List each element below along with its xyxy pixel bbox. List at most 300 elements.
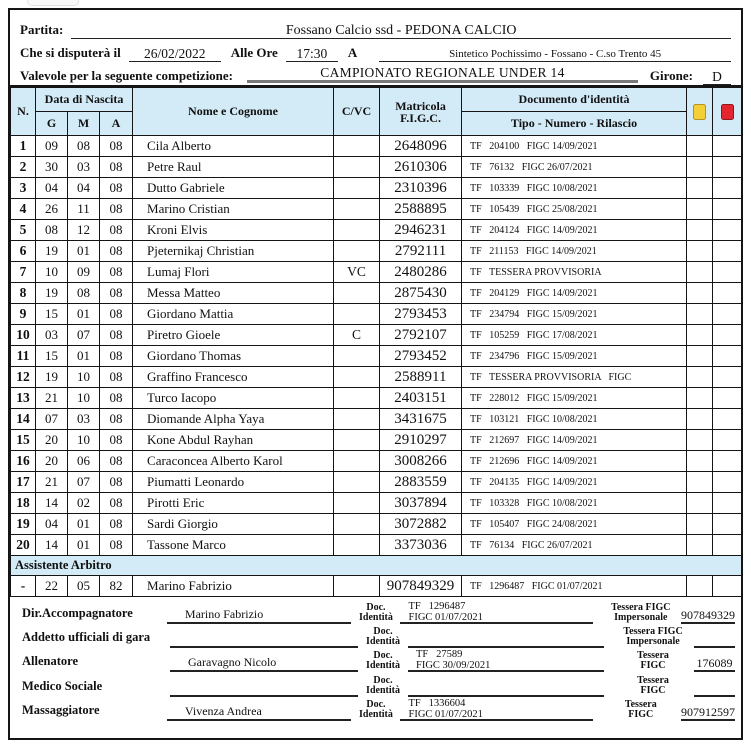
- match-header: [10, 10, 741, 87]
- player-row-document: TF 211153 FIGC 14/09/2021: [462, 241, 687, 262]
- player-row-number: 19: [11, 514, 36, 535]
- player-row-birth-day: 30: [36, 157, 68, 178]
- player-row-name: Pjeternikaj Christian: [133, 241, 334, 262]
- staff-tessera-field: [694, 632, 735, 648]
- player-row-name: Sardi Giorgio: [133, 514, 334, 535]
- yellow-card-cell: [687, 388, 713, 409]
- browser-tab-remnant: [27, 0, 79, 6]
- player-row-number: 9: [11, 304, 36, 325]
- staff-name-field: [170, 631, 358, 648]
- red-card-cell: [713, 430, 742, 451]
- player-row-birth-month: 01: [68, 241, 100, 262]
- staff-document-field: [400, 601, 592, 624]
- player-row: [11, 199, 742, 220]
- red-card-cell: [713, 283, 742, 304]
- red-card-cell: [713, 220, 742, 241]
- yellow-card-cell: [687, 136, 713, 157]
- player-row-birth-year: 08: [100, 451, 133, 472]
- match-title-line: [20, 16, 731, 39]
- col-header-month: M: [68, 112, 100, 136]
- player-row-birth-year: 08: [100, 241, 133, 262]
- player-row-document: TF TESSERA PROVVISORIA FIGC: [462, 367, 687, 388]
- col-header-year: A: [100, 112, 133, 136]
- match-report-frame: [8, 8, 743, 740]
- staff-document-field: [400, 698, 592, 721]
- col-header-day: G: [36, 112, 68, 136]
- player-row-name: Kone Abdul Rayhan: [133, 430, 334, 451]
- player-row: [11, 367, 742, 388]
- player-row-captain-flag: [334, 409, 380, 430]
- player-row-birth-year: 08: [100, 220, 133, 241]
- yellow-card-cell: [687, 367, 713, 388]
- player-row-document: TF 204135 FIGC 14/09/2021: [462, 472, 687, 493]
- yellow-card-cell: [687, 220, 713, 241]
- col-header-doc-sub: Tipo - Numero - Rilascio: [462, 112, 687, 136]
- player-row-birth-month: 01: [68, 346, 100, 367]
- assistant-row-captain-flag: [334, 576, 380, 597]
- player-row-name: Giordano Mattia: [133, 304, 334, 325]
- player-row-number: 10: [11, 325, 36, 346]
- yellow-card-cell: [687, 493, 713, 514]
- red-card-cell: [713, 493, 742, 514]
- player-row-name: Graffino Francesco: [133, 367, 334, 388]
- tessera-label-line1: Tessera FIGC: [623, 626, 683, 638]
- assistant-row-birth-day: 22: [36, 576, 68, 597]
- player-row-birth-day: 15: [36, 304, 68, 325]
- staff-tessera-field: 176089: [694, 656, 735, 672]
- player-row-matricola: 2792111: [380, 241, 462, 262]
- player-row-captain-flag: [334, 157, 380, 178]
- player-row: [11, 178, 742, 199]
- doc-identity-label-line2: Identità: [358, 708, 393, 720]
- staff-name-field: Marino Fabrizio: [167, 607, 351, 624]
- player-row-document: TF 212696 FIGC 14/09/2021: [462, 451, 687, 472]
- tessera-label-line1: Tessera: [637, 650, 669, 662]
- yellow-card-cell: [687, 576, 713, 597]
- col-header-matricola: [380, 88, 462, 136]
- player-row-birth-day: 04: [36, 178, 68, 199]
- tessera-figc-label: [601, 603, 681, 624]
- player-row-captain-flag: [334, 178, 380, 199]
- player-row: [11, 325, 742, 346]
- player-row: [11, 241, 742, 262]
- tessera-label-line2: Impersonale: [626, 636, 680, 648]
- red-card-cell: [713, 157, 742, 178]
- player-row: [11, 388, 742, 409]
- yellow-card-cell: [687, 430, 713, 451]
- player-row-number: 16: [11, 451, 36, 472]
- staff-name-field: [170, 680, 358, 697]
- doc-identity-label: [358, 627, 408, 648]
- red-card-cell: [713, 388, 742, 409]
- staff-document-field: [408, 674, 604, 697]
- players-body: [11, 136, 742, 597]
- player-row-number: 1: [11, 136, 36, 157]
- staff-row: [22, 624, 735, 648]
- player-row-matricola: 2610306: [380, 157, 462, 178]
- player-row-birth-year: 08: [100, 262, 133, 283]
- assistant-row-matricola: 907849329: [380, 576, 462, 597]
- player-row-matricola: 3008266: [380, 451, 462, 472]
- player-row-number: 8: [11, 283, 36, 304]
- staff-document-line2: FIGC 30/09/2021: [416, 660, 491, 672]
- player-row-number: 15: [11, 430, 36, 451]
- tessera-figc-label: [601, 700, 681, 721]
- player-row-matricola: 2480286: [380, 262, 462, 283]
- player-row-matricola: 2883559: [380, 472, 462, 493]
- doc-identity-label-line1: Doc.: [373, 626, 393, 638]
- player-row-birth-day: 19: [36, 241, 68, 262]
- player-row-birth-month: 04: [68, 178, 100, 199]
- match-time: 17:30: [286, 46, 338, 62]
- player-row-birth-month: 10: [68, 430, 100, 451]
- player-row-name: Turco Iacopo: [133, 388, 334, 409]
- tessera-figc-label: [612, 676, 694, 697]
- staff-document-field: [408, 649, 604, 672]
- staff-role-label: Addetto ufficiali di gara: [22, 630, 151, 645]
- match-date: 26/02/2022: [129, 46, 221, 62]
- assistant-referee-band-label: Assistente Arbitro: [11, 556, 742, 576]
- player-row-birth-month: 08: [68, 136, 100, 157]
- player-row-birth-year: 08: [100, 325, 133, 346]
- girone-value: D: [703, 69, 731, 85]
- player-row-birth-month: 01: [68, 514, 100, 535]
- staff-document-field: [408, 625, 604, 648]
- staff-row: [22, 600, 735, 624]
- player-row-birth-year: 08: [100, 136, 133, 157]
- player-row-matricola: 2875430: [380, 283, 462, 304]
- competition-label: Valevole per la seguente competizione:: [20, 68, 234, 83]
- player-row-birth-month: 12: [68, 220, 100, 241]
- player-row-name: Pirotti Eric: [133, 493, 334, 514]
- player-row-matricola: 2403151: [380, 388, 462, 409]
- player-row-name: Giordano Thomas: [133, 346, 334, 367]
- player-row: [11, 430, 742, 451]
- player-row-birth-year: 08: [100, 178, 133, 199]
- player-row-document: TF 76134 FIGC 26/07/2021: [462, 535, 687, 556]
- tessera-label-line2: FIGC: [640, 660, 666, 672]
- player-row-document: TF 76132 FIGC 26/07/2021: [462, 157, 687, 178]
- player-row-birth-year: 08: [100, 346, 133, 367]
- player-row-captain-flag: [334, 199, 380, 220]
- player-row-birth-month: 01: [68, 304, 100, 325]
- yellow-card-cell: [687, 325, 713, 346]
- doc-identity-label: [351, 700, 400, 721]
- player-row-birth-day: 03: [36, 325, 68, 346]
- red-card-cell: [713, 241, 742, 262]
- player-row-birth-year: 08: [100, 514, 133, 535]
- player-row-document: TF 228012 FIGC 15/09/2021: [462, 388, 687, 409]
- player-row: [11, 451, 742, 472]
- staff-row: [22, 648, 735, 672]
- player-row-birth-month: 10: [68, 367, 100, 388]
- player-row-document: TF 105407 FIGC 24/08/2021: [462, 514, 687, 535]
- yellow-card-cell: [687, 241, 713, 262]
- player-row-captain-flag: [334, 346, 380, 367]
- girone-label: Girone:: [649, 68, 693, 83]
- player-row-birth-day: 10: [36, 262, 68, 283]
- player-row-birth-month: 09: [68, 262, 100, 283]
- staff-role-label: Medico Sociale: [22, 678, 103, 693]
- player-row-name: Kroni Elvis: [133, 220, 334, 241]
- assistant-row-birth-month: 05: [68, 576, 100, 597]
- player-row: [11, 535, 742, 556]
- player-row-document: TF 204129 FIGC 14/09/2021: [462, 283, 687, 304]
- partita-label: Partita:: [20, 22, 64, 37]
- player-row-name: Cila Alberto: [133, 136, 334, 157]
- player-row-captain-flag: [334, 514, 380, 535]
- player-row-number: 12: [11, 367, 36, 388]
- player-row: [11, 220, 742, 241]
- assistant-row: [11, 576, 742, 597]
- red-card-cell: [713, 346, 742, 367]
- red-card-cell: [713, 451, 742, 472]
- player-row-birth-month: 07: [68, 325, 100, 346]
- staff-document-line1: TF 1296487: [408, 601, 466, 613]
- col-header-birthdate: Data di Nascita: [36, 88, 133, 112]
- assistant-referee-band: [11, 556, 742, 576]
- player-row-document: TF 234794 FIGC 15/09/2021: [462, 304, 687, 325]
- at-label: A: [347, 45, 358, 60]
- yellow-card-cell: [687, 157, 713, 178]
- red-card-cell: [713, 325, 742, 346]
- player-row-number: 6: [11, 241, 36, 262]
- player-row-document: TF 204100 FIGC 14/09/2021: [462, 136, 687, 157]
- tessera-label-line1: Tessera: [637, 674, 669, 686]
- player-row-matricola: 3373036: [380, 535, 462, 556]
- player-row-number: 14: [11, 409, 36, 430]
- player-row-captain-flag: [334, 367, 380, 388]
- roster-table: [10, 87, 742, 597]
- player-row: [11, 409, 742, 430]
- doc-identity-label-line1: Doc.: [366, 602, 386, 614]
- player-row-birth-day: 20: [36, 451, 68, 472]
- yellow-card-icon: [693, 104, 706, 120]
- player-row-captain-flag: [334, 535, 380, 556]
- player-row-matricola: 2310396: [380, 178, 462, 199]
- player-row-name: Lumaj Flori: [133, 262, 334, 283]
- yellow-card-cell: [687, 304, 713, 325]
- player-row-name: Messa Matteo: [133, 283, 334, 304]
- staff-row: [22, 673, 735, 697]
- player-row: [11, 514, 742, 535]
- yellow-card-cell: [687, 535, 713, 556]
- yellow-card-cell: [687, 514, 713, 535]
- tessera-label-line1: Tessera: [624, 698, 657, 710]
- doc-identity-label: [358, 676, 408, 697]
- player-row-captain-flag: VC: [334, 262, 380, 283]
- player-row-birth-day: 14: [36, 535, 68, 556]
- staff-tessera-field: 907912597: [681, 704, 735, 719]
- player-row: [11, 157, 742, 178]
- yellow-card-cell: [687, 409, 713, 430]
- doc-identity-label: [358, 651, 408, 672]
- player-row-birth-month: 03: [68, 409, 100, 430]
- yellow-card-cell: [687, 472, 713, 493]
- staff-row: [22, 697, 735, 721]
- player-row-birth-month: 08: [68, 283, 100, 304]
- player-row-birth-day: 21: [36, 472, 68, 493]
- player-row: [11, 283, 742, 304]
- player-row-number: 17: [11, 472, 36, 493]
- match-date-line: [20, 39, 731, 62]
- player-row-name: Petre Raul: [133, 157, 334, 178]
- doc-identity-label-line1: Doc.: [373, 674, 393, 686]
- staff-tessera-field: 907849329: [681, 608, 735, 623]
- player-row: [11, 493, 742, 514]
- assistant-row-document: TF 1296487 FIGC 01/07/2021: [462, 576, 687, 597]
- player-row-matricola: 2792107: [380, 325, 462, 346]
- red-card-cell: [713, 136, 742, 157]
- player-row-birth-day: 20: [36, 430, 68, 451]
- yellow-card-cell: [687, 451, 713, 472]
- staff-section: [10, 597, 741, 725]
- red-card-cell: [713, 199, 742, 220]
- player-row-matricola: 2588895: [380, 199, 462, 220]
- player-row-birth-day: 07: [36, 409, 68, 430]
- player-row-birth-year: 08: [100, 304, 133, 325]
- player-row-birth-month: 11: [68, 199, 100, 220]
- player-row-number: 13: [11, 388, 36, 409]
- player-row-birth-month: 07: [68, 472, 100, 493]
- player-row-matricola: 2793453: [380, 304, 462, 325]
- player-row-captain-flag: [334, 304, 380, 325]
- doc-identity-label-line1: Doc.: [373, 650, 393, 662]
- staff-document-line1: TF 1336604: [408, 697, 466, 709]
- red-card-cell: [713, 535, 742, 556]
- assistant-row-birth-year: 82: [100, 576, 133, 597]
- player-row-birth-year: 08: [100, 388, 133, 409]
- staff-tessera-field: [694, 681, 735, 697]
- staff-name-field: Garavagno Nicolo: [170, 655, 358, 672]
- player-row-birth-day: 19: [36, 283, 68, 304]
- player-row-number: 5: [11, 220, 36, 241]
- date-label: Che si disputerà il: [20, 45, 121, 60]
- tessera-figc-label: [612, 651, 694, 672]
- player-row-number: 2: [11, 157, 36, 178]
- player-row-birth-day: 19: [36, 367, 68, 388]
- player-row-birth-day: 08: [36, 220, 68, 241]
- match-title: Fossano Calcio ssd - PEDONA CALCIO: [71, 23, 731, 39]
- player-row-matricola: 3431675: [380, 409, 462, 430]
- player-row-document: TF TESSERA PROVVISORIA: [462, 262, 687, 283]
- player-row-matricola: 3072882: [380, 514, 462, 535]
- player-row-name: Piumatti Leonardo: [133, 472, 334, 493]
- player-row-captain-flag: C: [334, 325, 380, 346]
- red-card-cell: [713, 367, 742, 388]
- doc-identity-label-line2: Identità: [366, 684, 400, 696]
- player-row-birth-month: 01: [68, 535, 100, 556]
- yellow-card-cell: [687, 262, 713, 283]
- player-row: [11, 304, 742, 325]
- player-row-birth-year: 08: [100, 409, 133, 430]
- player-row-matricola: 2648096: [380, 136, 462, 157]
- match-venue: Sintetico Pochissimo - Fossano - C.so Trento 45: [379, 48, 731, 62]
- player-row-number: 20: [11, 535, 36, 556]
- red-card-cell: [713, 576, 742, 597]
- col-header-name: Nome e Cognome: [133, 88, 334, 136]
- player-row-number: 18: [11, 493, 36, 514]
- col-header-document: Documento d'identità: [462, 88, 687, 112]
- player-row-captain-flag: [334, 283, 380, 304]
- player-row-birth-day: 14: [36, 493, 68, 514]
- player-row-matricola: 2910297: [380, 430, 462, 451]
- red-card-cell: [713, 304, 742, 325]
- red-card-icon: [721, 104, 734, 120]
- yellow-card-cell: [687, 199, 713, 220]
- time-label: Alle Ore: [230, 45, 278, 60]
- player-row-birth-year: 08: [100, 157, 133, 178]
- doc-identity-label-line2: Identità: [358, 612, 393, 624]
- player-row-document: TF 234796 FIGC 15/09/2021: [462, 346, 687, 367]
- red-card-cell: [713, 409, 742, 430]
- player-row-captain-flag: [334, 220, 380, 241]
- player-row: [11, 346, 742, 367]
- yellow-card-cell: [687, 283, 713, 304]
- col-header-captain: C/VC: [334, 88, 380, 136]
- player-row-document: TF 212697 FIGC 14/09/2021: [462, 430, 687, 451]
- staff-role-label: Dir.Accompagnatore: [22, 606, 133, 621]
- doc-identity-label: [351, 603, 400, 624]
- matricola-header-line1: Matricola: [395, 98, 446, 113]
- player-row-matricola: 2793452: [380, 346, 462, 367]
- player-row-birth-month: 06: [68, 451, 100, 472]
- player-row-name: Tassone Marco: [133, 535, 334, 556]
- player-row-captain-flag: [334, 451, 380, 472]
- player-row-number: 7: [11, 262, 36, 283]
- player-row-matricola: 2946231: [380, 220, 462, 241]
- yellow-card-cell: [687, 178, 713, 199]
- red-card-cell: [713, 178, 742, 199]
- tessera-label-line1: Tessera FIGC: [611, 602, 671, 614]
- player-row-birth-day: 21: [36, 388, 68, 409]
- staff-name-field: Vivenza Andrea: [167, 704, 351, 721]
- roster-table-head: [11, 88, 742, 136]
- player-row-document: TF 103328 FIGC 10/08/2021: [462, 493, 687, 514]
- player-row-name: Dutto Gabriele: [133, 178, 334, 199]
- player-row-birth-year: 08: [100, 535, 133, 556]
- yellow-card-cell: [687, 346, 713, 367]
- tessera-label-line2: Impersonale: [614, 612, 668, 624]
- player-row-captain-flag: [334, 388, 380, 409]
- player-row-birth-day: 15: [36, 346, 68, 367]
- player-row-birth-day: 04: [36, 514, 68, 535]
- player-row-matricola: 3037894: [380, 493, 462, 514]
- player-row-document: TF 105259 FIGC 17/08/2021: [462, 325, 687, 346]
- col-header-red-card: [713, 88, 742, 136]
- player-row: [11, 262, 742, 283]
- col-header-number: N.: [11, 88, 36, 136]
- staff-role-label: Allenatore: [22, 654, 79, 669]
- competition-name: CAMPIONATO REGIONALE UNDER 14: [247, 65, 638, 83]
- player-row-matricola: 2588911: [380, 367, 462, 388]
- player-row-captain-flag: [334, 136, 380, 157]
- player-row-name: Marino Cristian: [133, 199, 334, 220]
- assistant-row-name: Marino Fabrizio: [133, 576, 334, 597]
- player-row-birth-month: 10: [68, 388, 100, 409]
- player-row-document: TF 103121 FIGC 10/08/2021: [462, 409, 687, 430]
- player-row: [11, 472, 742, 493]
- player-row-document: TF 105439 FIGC 25/08/2021: [462, 199, 687, 220]
- staff-document-line1: TF 27589: [416, 649, 463, 661]
- player-row-number: 3: [11, 178, 36, 199]
- player-row-birth-year: 08: [100, 493, 133, 514]
- player-row-captain-flag: [334, 241, 380, 262]
- player-row-birth-year: 08: [100, 472, 133, 493]
- player-row-number: 11: [11, 346, 36, 367]
- player-row-captain-flag: [334, 430, 380, 451]
- matricola-header-line2: F.I.G.C.: [400, 110, 441, 125]
